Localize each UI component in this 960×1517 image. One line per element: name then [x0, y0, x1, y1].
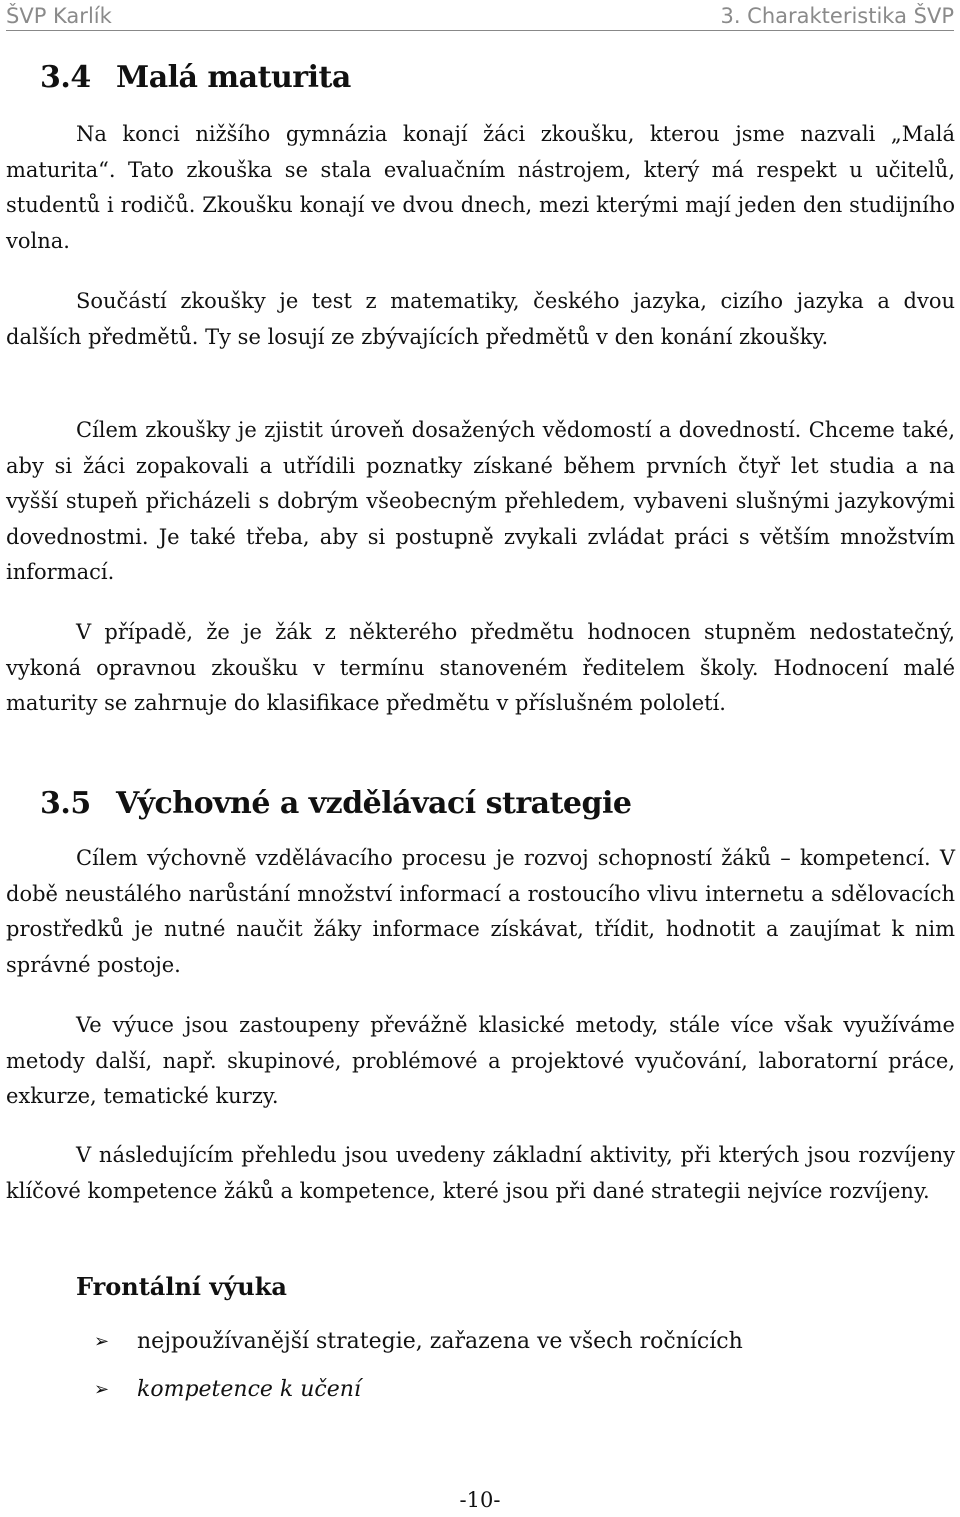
heading-title: Malá maturita: [116, 60, 351, 95]
list-item-text: kompetence k učení: [137, 1377, 361, 1402]
running-header: [6, 2, 954, 31]
paragraph: V případě, že je žák z některého předmětu hodnocen stupněm nedostatečný, vykoná opravnou zkoušku v termínu stanoveném ředitelem školy. Hodnocení malé maturity se zahrnuje do klasifikace předmětu v příslušném pololetí.: [6, 620, 955, 716]
page-number: -10-: [459, 1488, 501, 1512]
heading-3-5: [40, 784, 631, 824]
heading-3-4: [40, 58, 351, 98]
paragraph: Cílem výchovně vzdělávacího procesu je rozvoj schopností žáků – kompetencí. V době neustálého narůstání množství informací a rostoucího vlivu internetu a sdělovacích prostředků je nutné naučit žáky informace získávat, třídit, hodnotit a zaujímat k nim správné postoje.: [6, 846, 955, 977]
subheading-frontalni-vyuka: Frontální výuka: [76, 1272, 287, 1301]
heading-number: 3.5: [40, 786, 91, 821]
heading-title: Výchovné a vzdělávací strategie: [116, 786, 632, 821]
paragraph: Na konci nižšího gymnázia konají žáci zkoušku, kterou jsme nazvali „Malá maturita“. Tato zkouška se stala evaluačním nástrojem, který má respekt u učitelů, studentů i rodičů. Zkoušku konají ve dvou dnech, mezi kterými mají jeden den studijního volna.: [6, 122, 955, 253]
header-left: ŠVP Karlík: [6, 4, 112, 28]
paragraph: Ve výuce jsou zastoupeny převážně klasické metody, stále více však využíváme metody další, např. skupinové, problémové a projektové vyučování, laboratorní práce, exkurze, tematické kurzy.: [6, 1013, 955, 1109]
arrowhead-bullet-icon: ➢: [94, 1331, 110, 1352]
arrowhead-bullet-icon: ➢: [94, 1379, 110, 1400]
list-item-text: nejpoužívanější strategie, zařazena ve všech ročnících: [137, 1329, 743, 1354]
paragraph: V následujícím přehledu jsou uvedeny základní aktivity, při kterých jsou rozvíjeny klíčové kompetence žáků a kompetence, které jsou při dané strategii nejvíce rozvíjeny.: [6, 1143, 955, 1203]
paragraph: Součástí zkoušky je test z matematiky, českého jazyka, cizího jazyka a dvou dalších předmětů. Ty se losují ze zbývajících předmětů v den konání zkoušky.: [6, 289, 955, 349]
paragraph: Cílem zkoušky je zjistit úroveň dosažených vědomostí a dovedností. Chceme také, aby si žáci zopakovali a utřídili poznatky získané během prvních čtyř let studia a na vyšší stupeň přicházeli s dobrým všeobecným přehledem, vybaveni slušnými jazykovými dovednostmi. Je také třeba, aby si postupně zvykali zvládat práci s větším množstvím informací.: [6, 418, 955, 585]
heading-number: 3.4: [40, 60, 91, 95]
header-right: 3. Charakteristika ŠVP: [720, 4, 954, 28]
